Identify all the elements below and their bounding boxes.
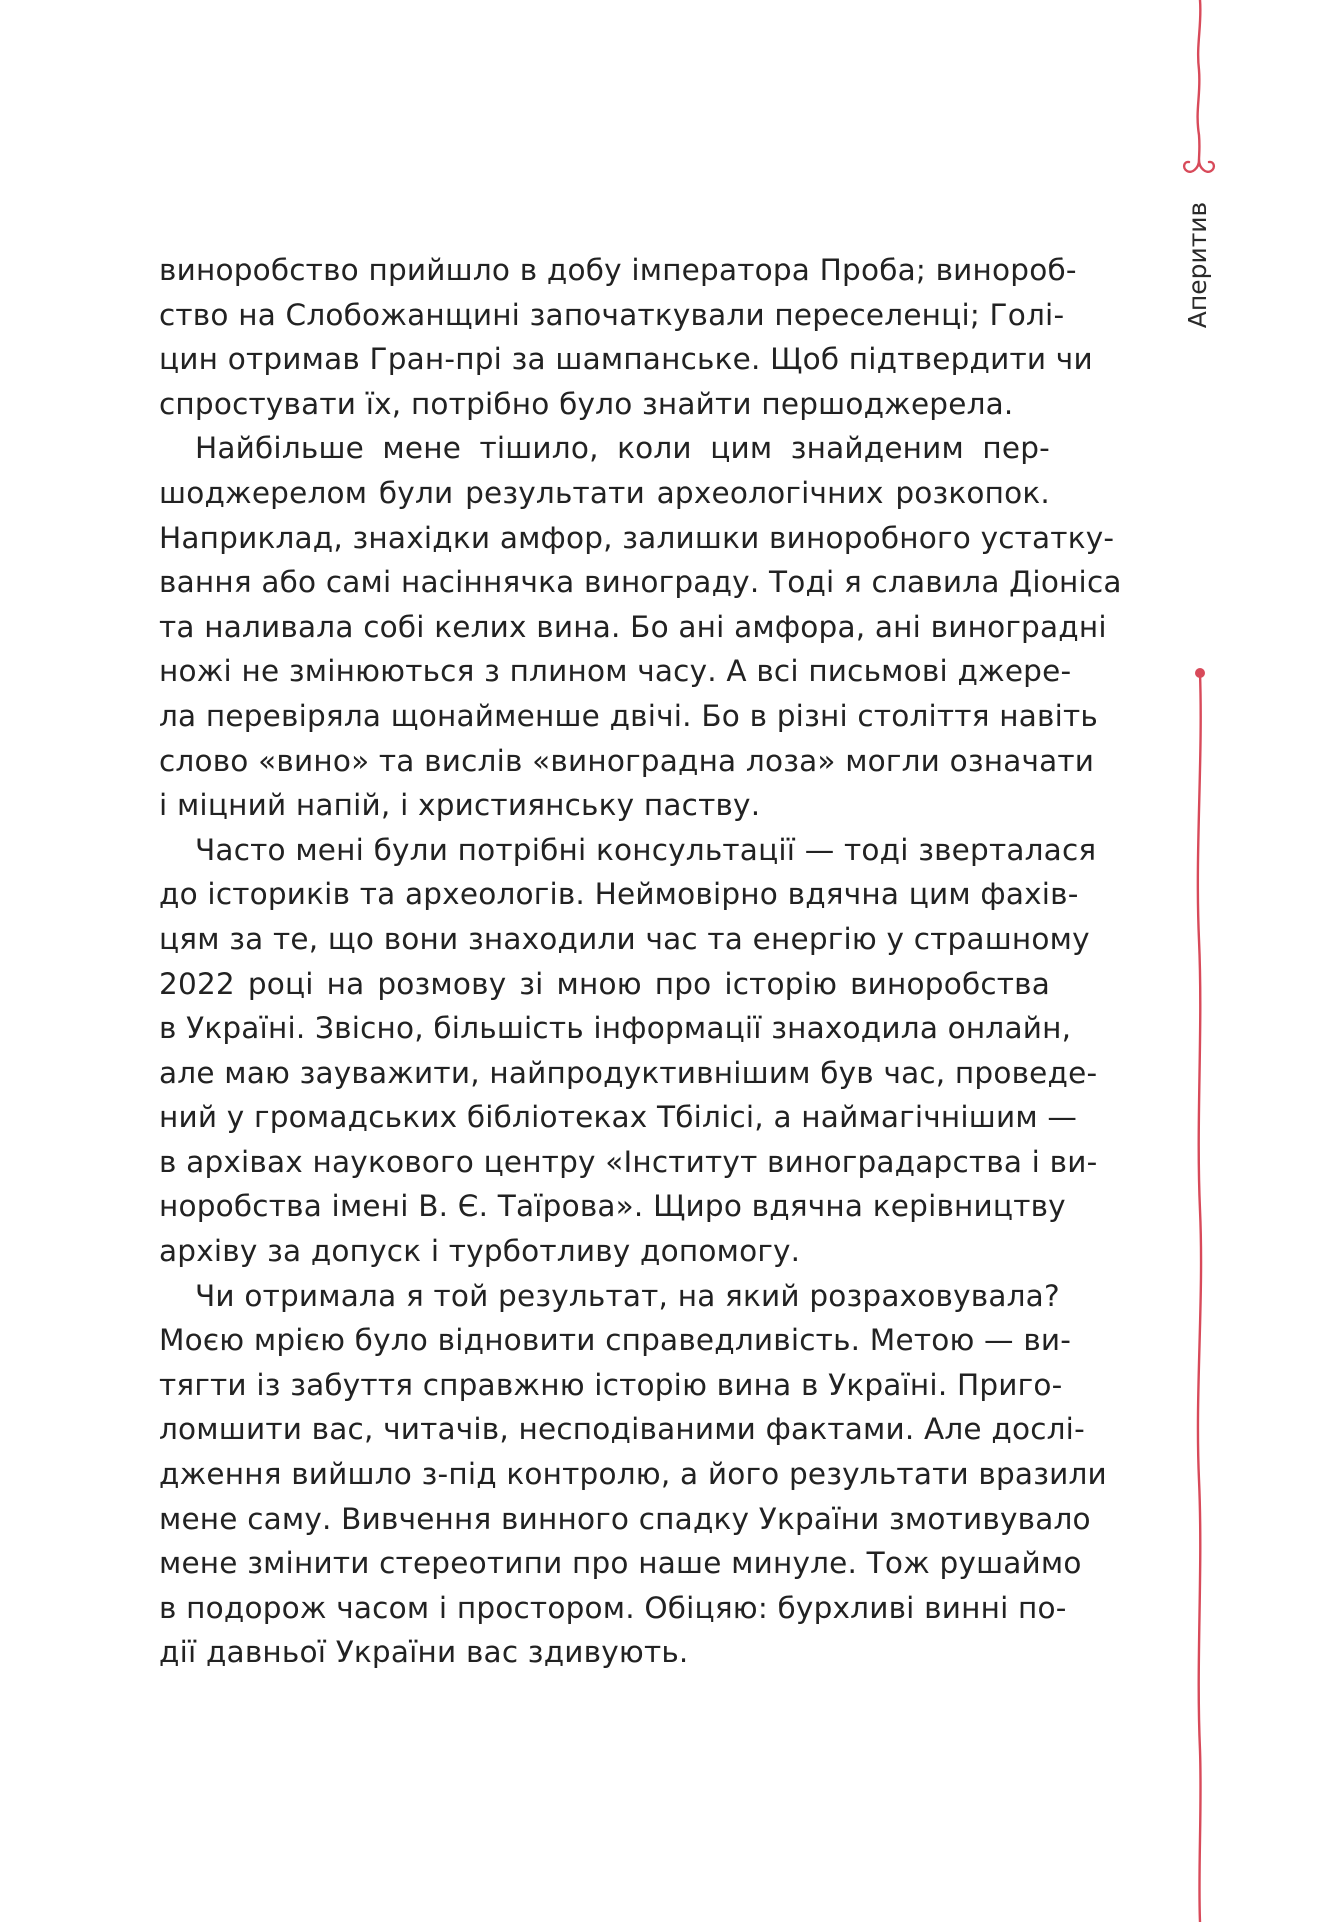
text-line: Часто мені були потрібні консультації — тоді зверталася: [195, 832, 1097, 867]
text-line: дження вийшло з-під контролю, а його результати вразили: [159, 1457, 1107, 1492]
text-line: виноробство прийшло в добу імператора Проба; винороб-: [159, 253, 1077, 287]
text-line: архіву за допуск і турботливу допомогу.: [159, 1234, 801, 1269]
text-line: Наприклад, знахідки амфор, залишки виноробного устатку-: [159, 520, 1115, 555]
text-line: та наливала собі келих вина. Бо ані амфора, ані виноградні: [159, 609, 1107, 644]
text-line: в Україні. Звісно, більшість інформації знаходила онлайн,: [159, 1011, 1072, 1046]
top-vine-line: [1198, 0, 1201, 160]
text-line: ла перевіряла щонайменше двічі. Бо в різні століття навіть: [159, 698, 1098, 733]
text-line: шоджерелом були результати археологічних розкопок.: [159, 475, 1050, 510]
text-line: цин отримав Гран-прі за шампанське. Щоб підтвердити чи: [159, 342, 1093, 377]
text-line: ство на Слобожанщині започаткували переселенці; Голі-: [159, 297, 1065, 332]
text-line: дії давньої України вас здивують.: [159, 1635, 689, 1670]
text-line: мене саму. Вивчення винного спадку України змотивувало: [159, 1501, 1091, 1536]
text-line: Найбільше мене тішило, коли цим знайденим пер-: [195, 431, 1050, 466]
text-line: цям за те, що вони знаходили час та енергію у страшному: [159, 921, 1090, 956]
text-line: норобства імені В. Є. Таїрова». Щиро вдячна керівництву: [159, 1189, 1066, 1224]
text-line: спростувати їх, потрібно було знайти першоджерела.: [159, 386, 1014, 421]
text-line: ний у громадських бібліотеках Тбілісі, а наймагічнішим —: [159, 1100, 1078, 1135]
bottom-vine-line: [1198, 673, 1201, 1922]
text-line: ломшити вас, читачів, несподіваними фактами. Але дослі-: [159, 1412, 1085, 1447]
text-line: і міцний напій, і християнську паству.: [159, 788, 761, 823]
text-line: Моєю мрією було відновити справедливість. Метою — ви-: [159, 1323, 1072, 1358]
text-line: Чи отримала я той результат, на який розраховувала?: [195, 1278, 1060, 1313]
text-line: але маю зауважити, найпродуктивнішим був час, проведе-: [159, 1055, 1098, 1090]
text-line: до істориків та археологів. Неймовірно вдячна цим фахів-: [159, 877, 1079, 912]
text-line: в архівах наукового центру «Інститут виноградарства і ви-: [159, 1144, 1098, 1179]
text-line: 2022 році на розмову зі мною про історію виноробства: [159, 966, 1050, 1001]
text-line: мене змінити стереотипи про наше минуле. Тож рушаймо: [159, 1546, 1082, 1581]
top-vine-curl: [1184, 160, 1214, 172]
text-line: слово «вино» та вислів «виноградна лоза» могли означати: [159, 743, 1095, 778]
text-line: тягти із забуття справжню історію вина в Україні. Приго-: [159, 1367, 1063, 1402]
section-title: Аперитив: [1183, 201, 1212, 329]
text-line: ножі не змінюються з плином часу. А всі письмові джере-: [159, 654, 1072, 689]
text-line: в подорож часом і простором. Обіцяю: бурхливі винні по-: [159, 1590, 1067, 1625]
text-line: вання або самі насіннячка винограду. Тоді я славила Діоніса: [159, 565, 1122, 600]
